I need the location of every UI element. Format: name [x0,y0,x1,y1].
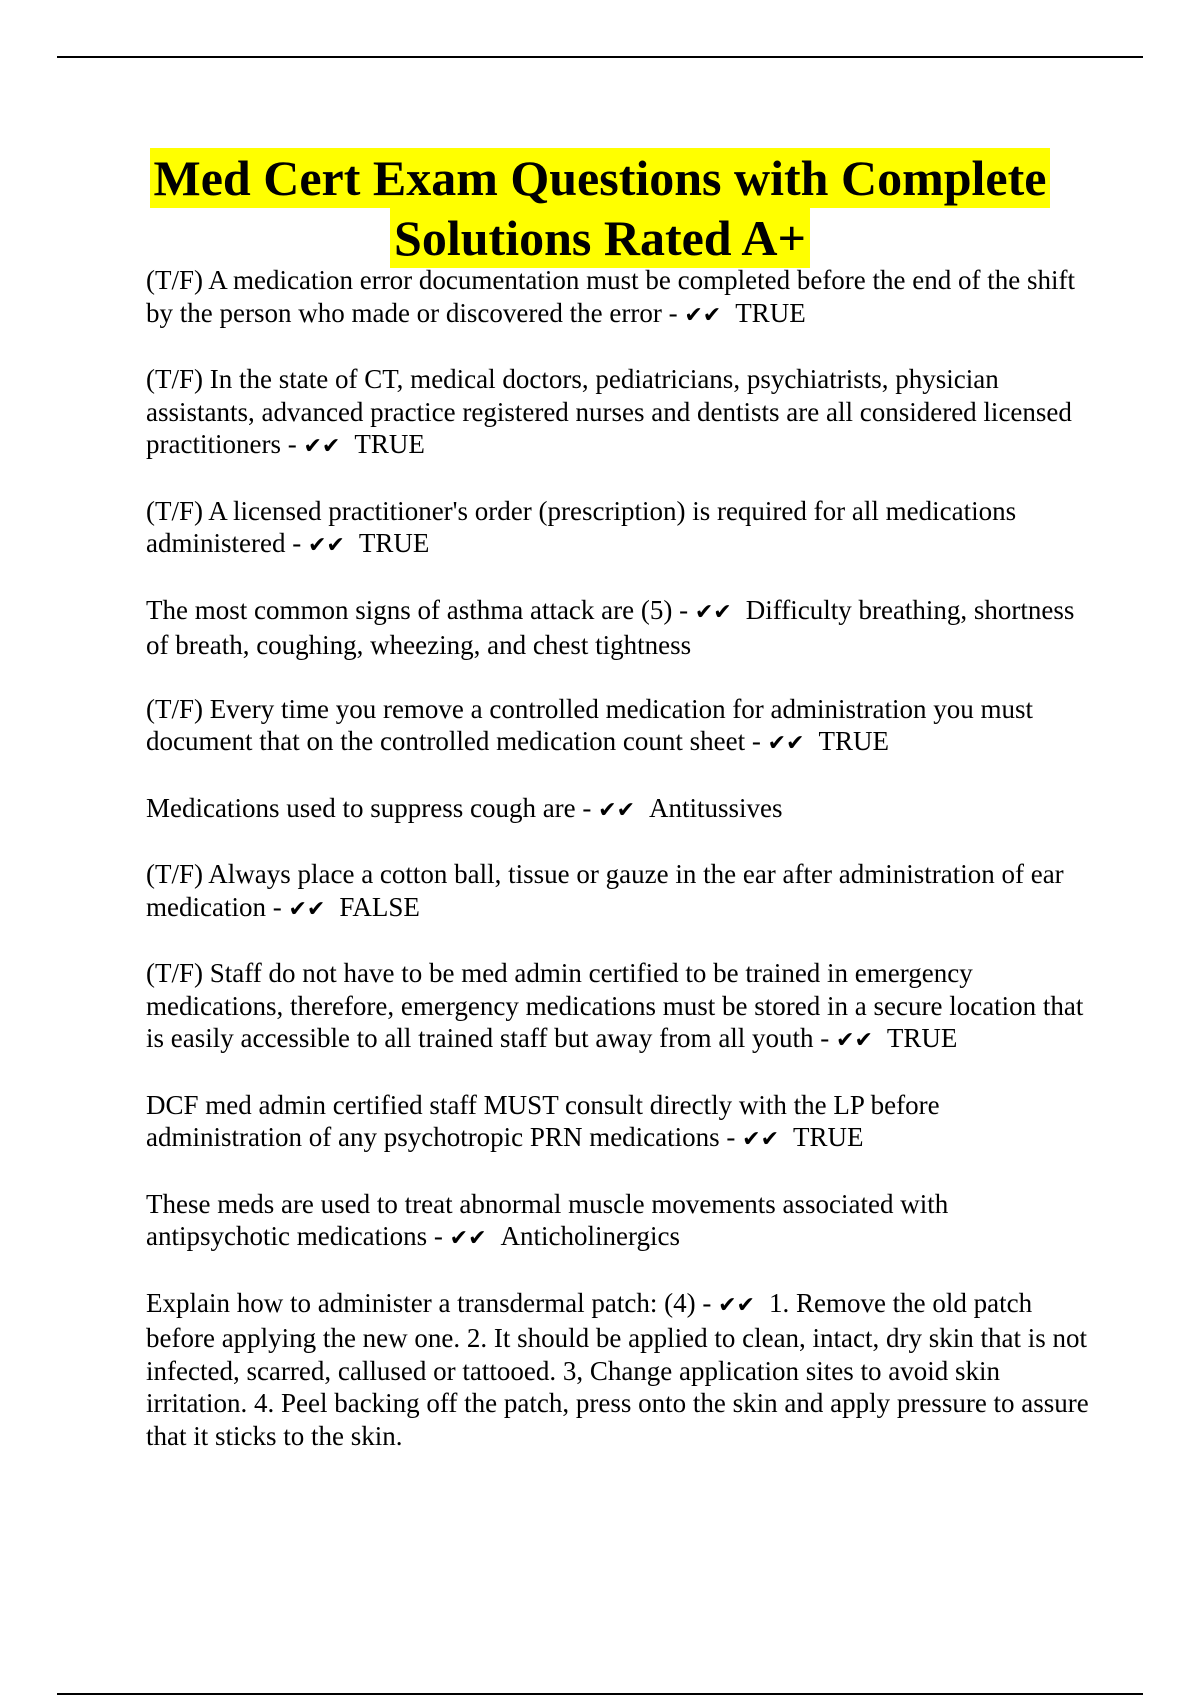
check-mark-icon: ✔✔ [598,797,636,823]
qa-item [146,858,1096,926]
check-mark-icon: ✔✔ [742,1127,780,1152]
answer-text: TRUE [793,1122,864,1152]
check-mark-icon: ✔✔ [288,896,326,922]
header-divider [57,56,1143,58]
check-mark-icon: ✔✔ [718,1292,755,1318]
question-text: The most common signs of asthma attack are (5) - [146,594,689,625]
qa-item [146,693,1096,761]
question-text: Explain how to administer a transdermal patch: (4) - [146,1287,712,1318]
qa-item [146,495,1096,563]
check-mark-icon: ✔✔ [836,1028,873,1053]
qa-item [146,1188,1096,1256]
check-mark-icon: ✔✔ [307,533,345,558]
qa-item [146,363,1096,464]
answer-text: TRUE [818,726,889,756]
question-text: (T/F) Always place a cotton ball, tissue or gauze in the ear after administration of ear medication - [146,859,1064,922]
question-text: (T/F) Every time you remove a controlled medication for administration you must document that on the controlled medication count sheet - [146,693,1034,756]
title-line-2: Solutions Rated A+ [390,208,810,268]
question-text: These meds are used to treat abnormal muscle movements associated with antipsychotic medications - [146,1188,949,1251]
check-mark-icon: ✔✔ [767,731,805,756]
qa-item [146,1089,1096,1157]
answer-text: 1. Remove the old patch before applying the new one. 2. It should be applied to clean, intact, dry skin that is not infected, scarred, callused or tattooed. 3, Change application sites to avoid skin irritation. 4. Peel backing off the patch, press onto the skin and apply pressure to assure that it sticks to the skin. [146,1287,1089,1451]
answer-text: TRUE [886,1023,958,1053]
qa-item [146,594,1096,662]
answer-text: Difficulty breathing, shortness of breath, coughing, wheezing, and chest tightness [146,594,1075,660]
title-line-1: Med Cert Exam Questions with Complete [150,148,1051,208]
check-mark-icon: ✔✔ [694,599,732,625]
question-text: (T/F) In the state of CT, medical doctors, pediatricians, psychiatrists, physician assistants, advanced practice registered nurses and dentists are all considered licensed practitioners - [146,364,1072,459]
qa-item [146,264,1096,332]
qa-item [146,1287,1096,1453]
question-text: DCF med admin certified staff MUST consult directly with the LP before administration of any psychotropic PRN medications - [146,1089,940,1152]
question-text: (T/F) Staff do not have to be med admin certified to be trained in emergency medications, therefore, emergency medications must be stored in a secure location that is easily accessible to all trained staff but away from all youth - [146,958,1084,1053]
answer-text: Antitussives [649,792,783,823]
document-title [100,148,1100,268]
check-mark-icon: ✔✔ [684,302,722,328]
question-list [146,264,1096,1483]
qa-item [146,957,1096,1058]
qa-item [146,792,1096,828]
check-mark-icon: ✔✔ [303,434,341,459]
answer-text: TRUE [358,528,430,558]
answer-text: Anticholinergics [500,1221,681,1251]
answer-text: TRUE [735,297,806,328]
check-mark-icon: ✔✔ [449,1226,487,1251]
answer-text: FALSE [339,891,420,922]
footer-divider [57,1693,1143,1695]
question-text: (T/F) A medication error documentation must be completed before the end of the shift by the person who made or discovered the error - [146,265,1075,328]
question-text: (T/F) A licensed practitioner's order (prescription) is required for all medications administered - [146,495,1017,558]
answer-text: TRUE [354,429,425,459]
question-text: Medications used to suppress cough are - [146,792,592,823]
